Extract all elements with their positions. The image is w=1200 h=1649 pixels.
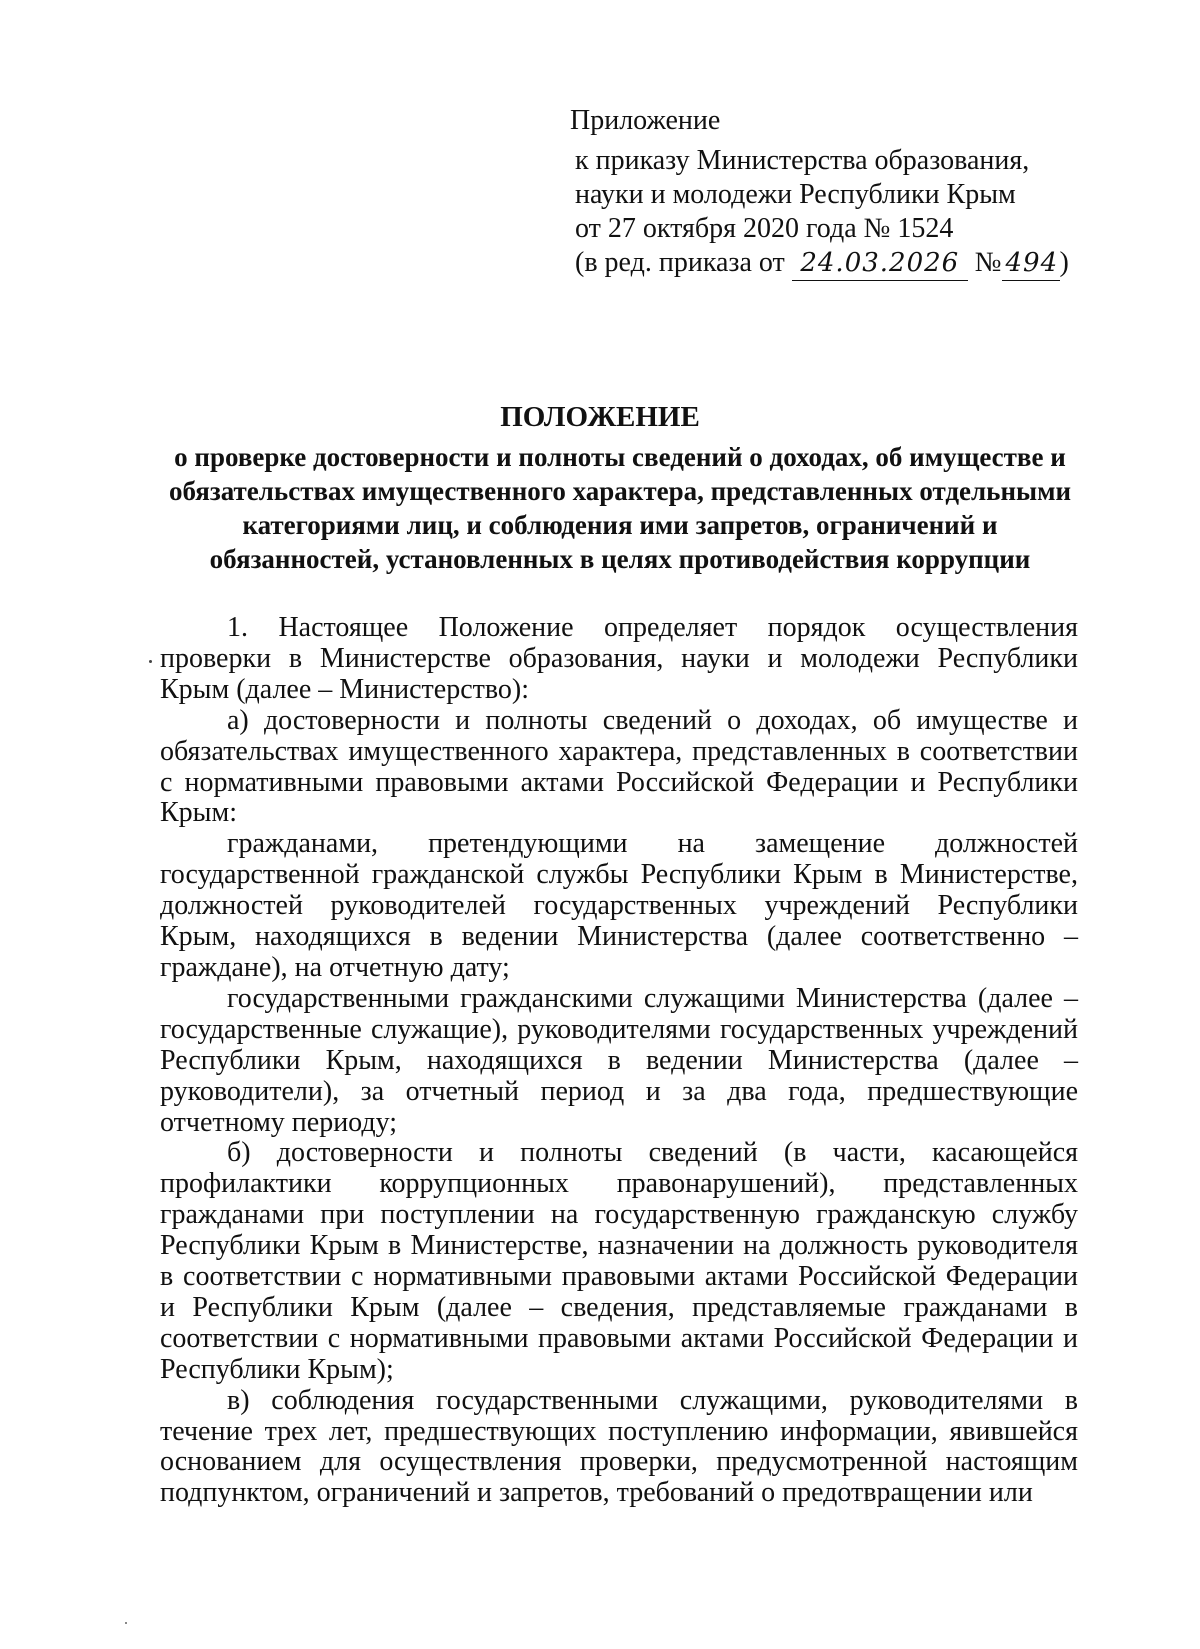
appendix-order-ref: к приказу Министерства образования,: [575, 145, 1030, 176]
appendix-edition: [575, 246, 1135, 281]
paragraph-1v: в) соблюдения государственными служащими, руководителями в течение трех лет, предшествующих поступлению информации, явившейся основанием для осуществления проверки, предусмотренной настоящим подпунктом, ограничений и запретов, требований о предотвращении или: [160, 1384, 1078, 1509]
appendix-header: [570, 104, 1135, 281]
edition-suffix: ): [1059, 247, 1069, 278]
scan-speck-bottom: [125, 1622, 127, 1624]
paragraph-1a-citizens: гражданами, претендующими на замещение должностей государственной гражданской службы Республики Крым в Министерстве, должностей руководителей государственных учреждений Республики Крым, находящихся в ведении Министерства (далее соответственно – граждане), на отчетную дату;: [160, 828, 1078, 983]
paragraph-1: 1. Настоящее Положение определяет порядок осуществления проверки в Министерстве образования, науки и молодежи Республики Крым (далее – Министерство):: [160, 612, 1078, 705]
edition-number-label: №: [974, 247, 1002, 278]
scan-speck: [149, 660, 152, 663]
document-title: ПОЛОЖЕНИЕ: [500, 401, 700, 433]
paragraph-1a: а) достоверности и полноты сведений о доходах, об имуществе и обязательствах имущественного характера, представленных в соответствии с нормативными правовыми актами Российской Федерации и Республики Крым:: [160, 704, 1078, 829]
edition-prefix: (в ред. приказа от: [575, 247, 785, 278]
appendix-ministry: науки и молодежи Республики Крым: [575, 179, 1016, 210]
paragraph-1b: б) достоверности и полноты сведений (в части, касающейся профилактики коррупционных правонарушений), представленных гражданами при поступлении на государственную гражданскую службу Республики Крым в Министерстве, назначении на должность руководителя в соответствии с нормативными правовыми актами Российской Федерации и Республики Крым (далее – сведения, представляемые гражданами в соответствии с нормативными правовыми актами Российской Федерации и Республики Крым);: [160, 1137, 1078, 1385]
edition-number-handwritten: 494: [1002, 246, 1060, 281]
document-subtitle: о проверке достоверности и полноты сведений о доходах, об имуществе и обязательствах имущественного характера, представленных отдельными категориями лиц, и соблюдения ими запретов, ограничений и обязанностей, установленных в целях противодействия коррупции: [168, 442, 1072, 574]
appendix-order-date: от 27 октября 2020 года № 1524: [575, 213, 954, 244]
appendix-label: Приложение: [570, 105, 721, 136]
edition-date-handwritten: 24.03.2026: [792, 246, 968, 281]
paragraph-1a-servants: государственными гражданскими служащими Министерства (далее – государственные служащие), руководителями государственных учреждений Республики Крым, находящихся в ведении Министерства (далее – руководители), за отчетный период и за два года, предшествующие отчетному периоду;: [160, 982, 1078, 1138]
document-body: [160, 613, 1078, 1509]
